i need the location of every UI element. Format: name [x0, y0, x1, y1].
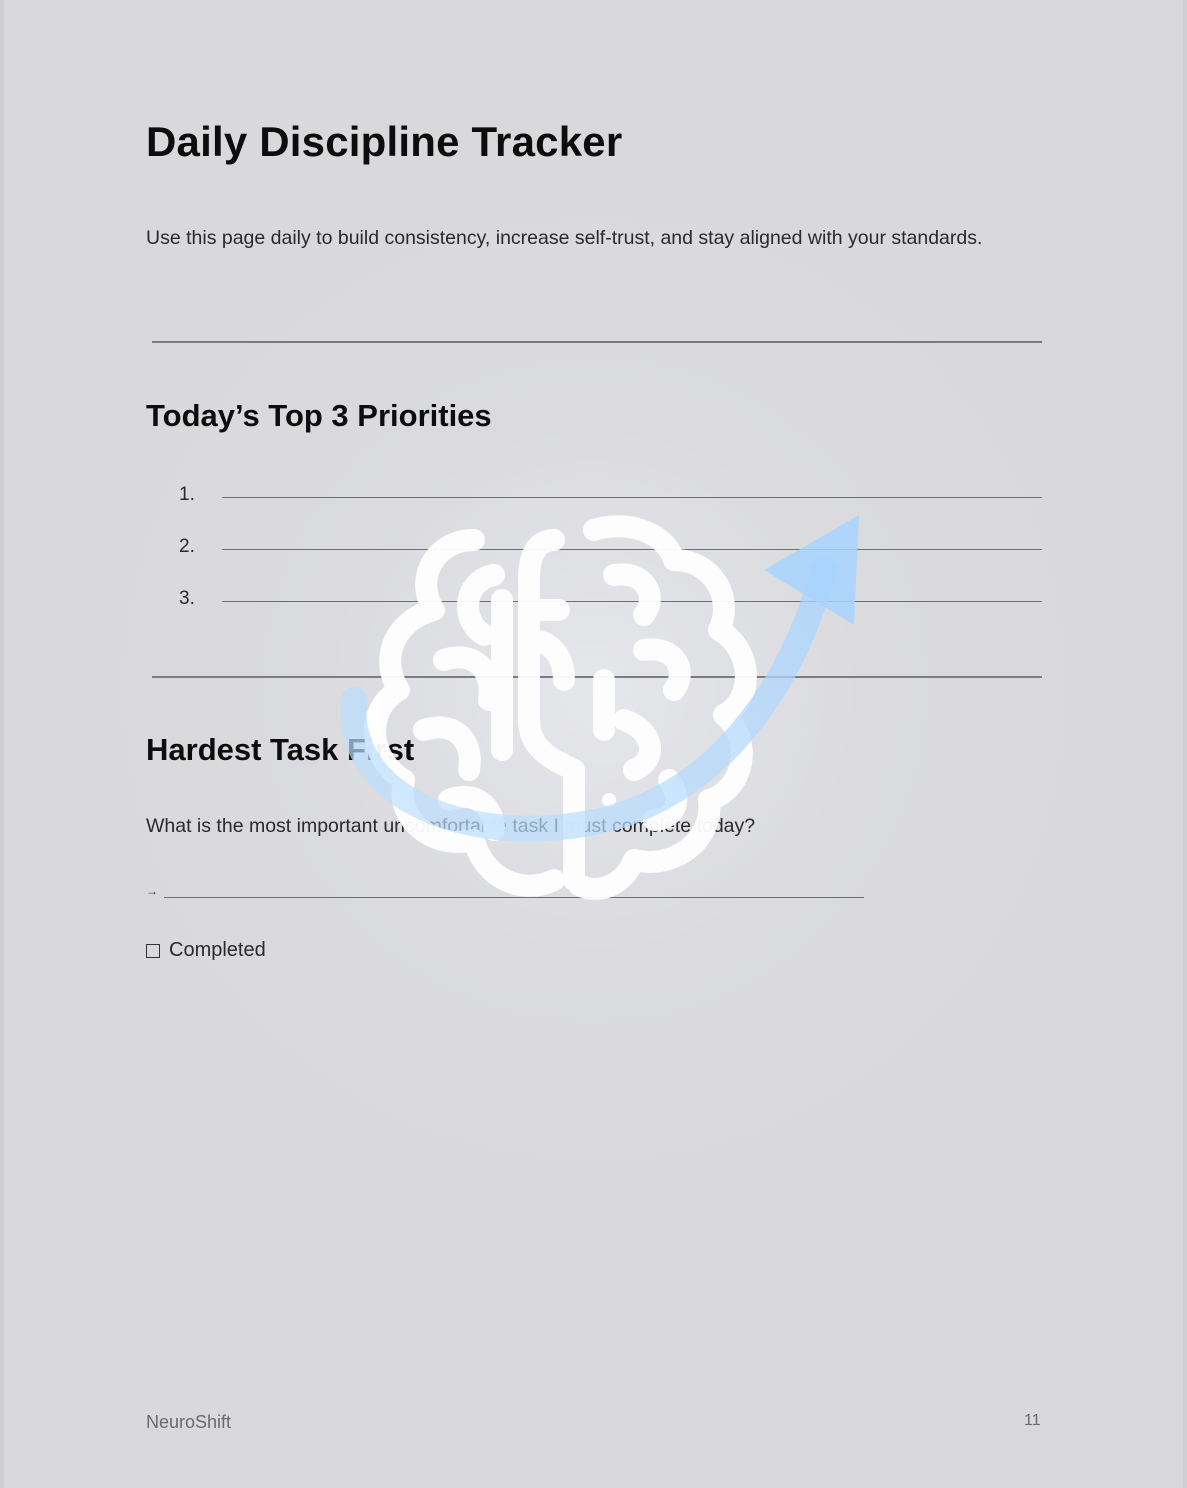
priority-number-1: 1.: [179, 484, 195, 505]
hardest-task-heading: Hardest Task First: [146, 732, 415, 767]
footer-brand: NeuroShift: [146, 1412, 232, 1432]
checkbox-icon[interactable]: [146, 944, 160, 958]
completed-label: Completed: [169, 939, 266, 961]
page-number: 11: [1024, 1412, 1041, 1429]
arrow-icon: →: [146, 884, 158, 898]
hardest-task-answer-line[interactable]: [164, 897, 864, 898]
priorities-heading: Today’s Top 3 Priorities: [146, 398, 492, 433]
priority-line-2[interactable]: [222, 549, 1042, 550]
completed-checkbox-row[interactable]: [146, 939, 266, 962]
priority-line-3[interactable]: [222, 601, 1042, 602]
priority-number-2: 2.: [179, 536, 195, 557]
priority-line-1[interactable]: [222, 497, 1042, 498]
intro-text: Use this page daily to build consistency, increase self-trust, and stay aligned with your standards.: [146, 227, 983, 249]
section-divider: [152, 676, 1042, 678]
section-divider: [152, 341, 1042, 343]
hardest-task-question: What is the most important uncomfortable task I must complete today?: [146, 815, 756, 837]
page-title: Daily Discipline Tracker: [146, 118, 623, 165]
brain-arrow-logo-icon: [324, 500, 884, 940]
priority-number-3: 3.: [179, 588, 195, 609]
